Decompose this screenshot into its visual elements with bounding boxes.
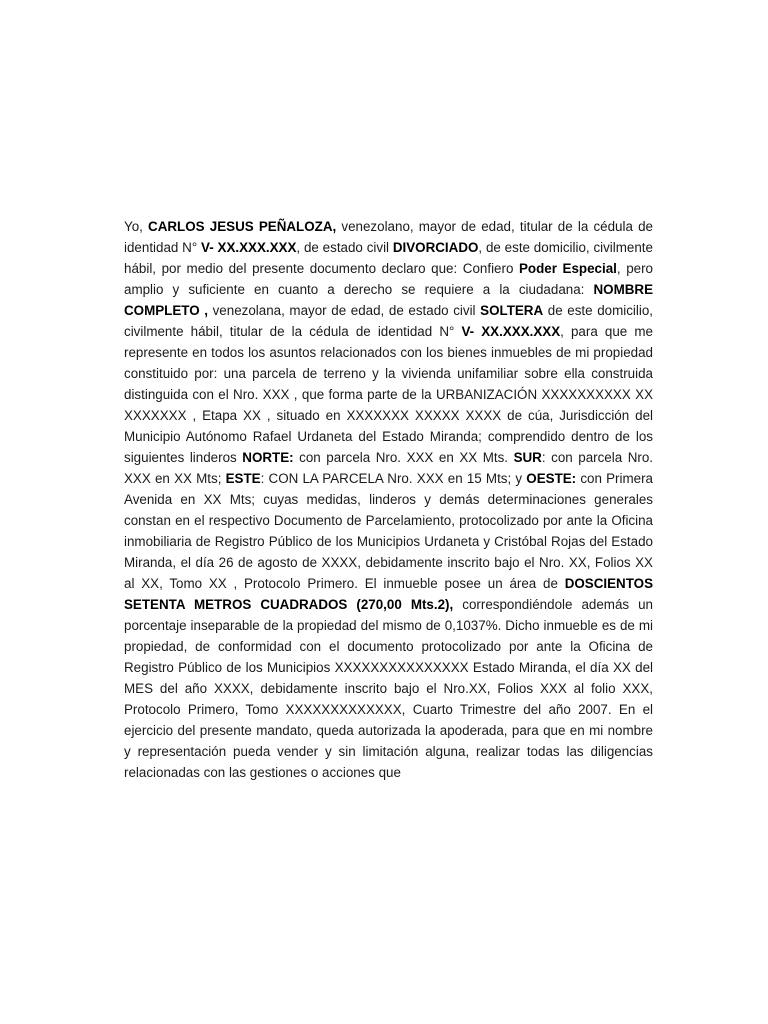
- power-type: Poder Especial: [519, 261, 617, 276]
- boundary-north-label: NORTE:: [242, 450, 294, 465]
- text-segment: correspondiéndole además un porcentaje inseparable de la propiedad del mismo de 0,1037%. Dicho inmueble es de mi propiedad, de conformidad con el documento protocolizado por ante la Oficina de Registro Público de los Municipios XXXXXXXXXXXXXXX Estado Miranda, el día XX del MES del año XXXX, debidamente inscrito bajo el Nro.XX, Folios XXX al folio XXX, Protocolo Primero, Tomo XXXXXXXXXXXXX, Cuarto Trimestre del año 2007. En el ejercicio del presente mandato, queda autorizada la apoderada, para que en mi nombre y representación pueda vender y sin limitación alguna, realizar todas las diligencias relacionadas con las gestiones o acciones que: [124, 597, 654, 780]
- boundary-south-label: SUR: [513, 450, 542, 465]
- text-segment: Yo,: [124, 219, 149, 234]
- attorney-name: NOMBRE COMPLETO ,: [124, 282, 653, 318]
- text-segment: venezolana, mayor de edad, de estado civil: [207, 303, 481, 318]
- power-of-attorney-paragraph: [124, 216, 653, 783]
- attorney-civil-status: SOLTERA: [480, 303, 544, 318]
- boundary-east-label: ESTE: [225, 471, 261, 486]
- attorney-id-number: V- XX.XXX.XXX: [461, 324, 561, 339]
- text-segment: , de este domicilio, civilmente hábil, por medio del presente documento declaro que: Confiero: [124, 240, 653, 276]
- grantor-id-number: V- XX.XXX.XXX: [201, 240, 297, 255]
- text-segment: con parcela Nro. XXX en XX Mts.: [293, 450, 514, 465]
- grantor-name: CARLOS JESUS PEÑALOZA,: [148, 219, 337, 234]
- text-segment: , para que me represente en todos los asuntos relacionados con los bienes inmuebles de mi propiedad constituido por: una parcela de terreno y la vivienda unifamiliar sobre ella construida distinguida con el Nro. XXX , que forma parte de la URBANIZACIÓN XXXXXXXXXX XX XXXXXXX , Etapa XX , situado en XXXXXXX XXXXX XXXX de cúa, Jurisdicción del Municipio Autónomo Rafael Urdaneta del Estado Miranda; comprendido dentro de los siguientes linderos: [124, 324, 653, 465]
- text-segment: con Primera Avenida en XX Mts; cuyas medidas, linderos y demás determinaciones generales constan en el respectivo Documento de Parcelamiento, protocolizado por ante la Oficina inmobiliaria de Registro Público de los Municipios Urdaneta y Cristóbal Rojas del Estado Miranda, el día 26 de agosto de XXXX, debidamente inscrito bajo el Nro. XX, Folios XX al XX, Tomo XX , Protocolo Primero. El inmueble posee un área de: [124, 471, 654, 591]
- grantor-civil-status: DIVORCIADO: [392, 240, 479, 255]
- text-segment: de este domicilio, civilmente hábil, titular de la cédula de identidad N°: [124, 303, 654, 339]
- text-segment: venezolano, mayor de edad, titular de la cédula de identidad N°: [124, 219, 653, 255]
- text-segment: , pero amplio y suficiente en cuanto a derecho se requiere a la ciudadana:: [124, 261, 654, 297]
- text-segment: : CON LA PARCELA Nro. XXX en 15 Mts; y: [260, 471, 527, 486]
- boundary-west-label: OESTE:: [526, 471, 577, 486]
- property-area: DOSCIENTOS SETENTA METROS CUADRADOS (270,00 Mts.2),: [124, 576, 653, 612]
- text-segment: : con parcela Nro. XXX en XX Mts;: [124, 450, 654, 486]
- text-segment: , de estado civil: [296, 240, 393, 255]
